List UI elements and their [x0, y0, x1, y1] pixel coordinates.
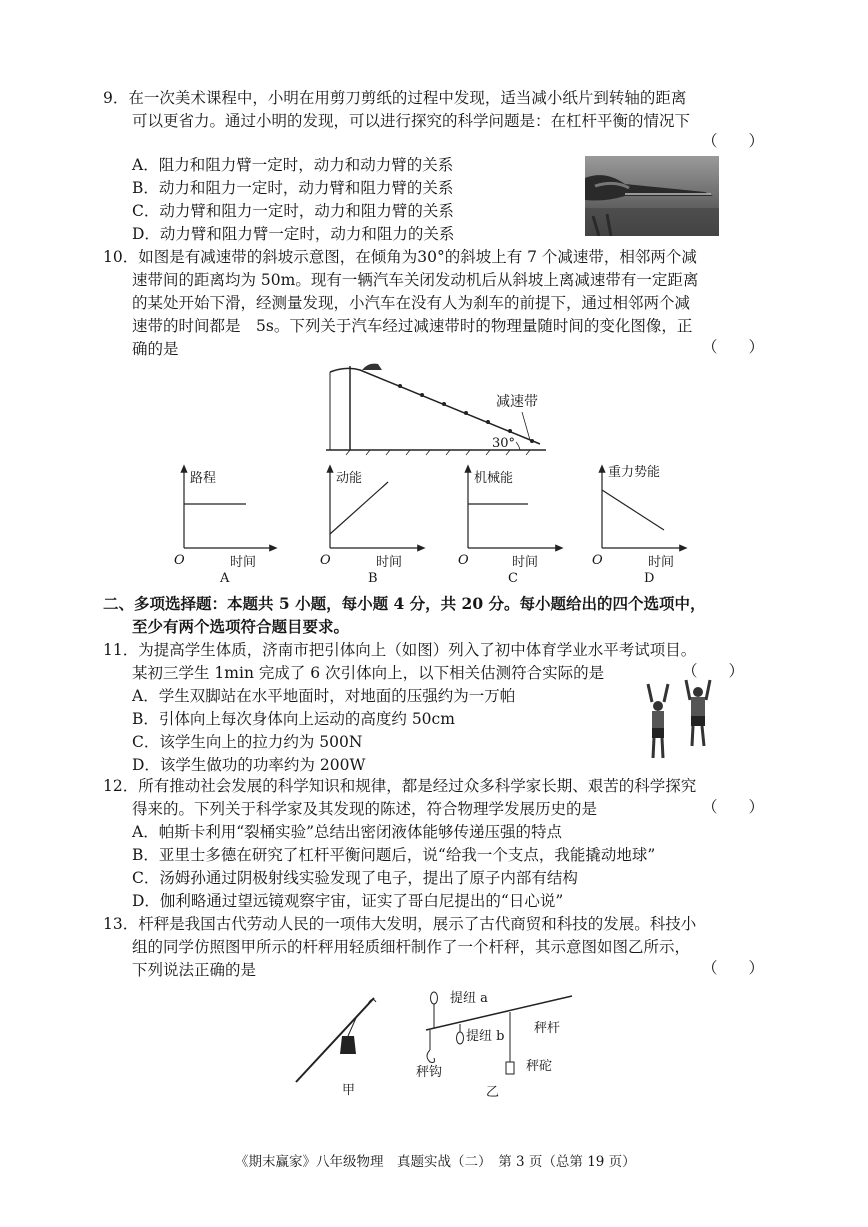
section2-line2: 至少有两个选项符合题目要求。	[132, 617, 350, 636]
q10-line3: 的某处开始下滑，经测量发现，小汽车在没有人为刹车的前提下，通过相邻两个减	[132, 294, 691, 312]
slope-diagram	[320, 356, 552, 456]
graph-b-xlabel: 时间	[376, 555, 403, 570]
graph-b	[320, 468, 422, 586]
q9-line2: 可以更省力。通过小明的发现，可以进行探究的科学问题是：在杠杆平衡的情况下	[132, 112, 691, 130]
graph-b-ylabel: 动能	[336, 471, 363, 486]
q9-option-d: D．动力臂和阻力臂一定时，动力和阻力的关系	[132, 225, 455, 243]
graph-c-origin: O	[458, 553, 469, 568]
steelyard-diagrams	[290, 984, 590, 1104]
figure-jia	[296, 998, 376, 1098]
q9-line1: 9．在一次美术课程中，小明在用剪刀剪纸的过程中发现，适当减小纸片到转轴的距离	[103, 89, 687, 107]
q9-option-b: B．动力和阻力一定时，动力臂和阻力臂的关系	[132, 179, 454, 197]
q9-option-c: C．动力臂和阻力一定时，动力和阻力臂的关系	[132, 202, 454, 220]
graph-d-xlabel: 时间	[648, 555, 675, 570]
figure-yi	[416, 990, 572, 1100]
caption-jia: 甲	[342, 1083, 356, 1098]
q13-line1: 13．杆秤是我国古代劳动人民的一项伟大发明，展示了古代商贸和科技的发展。科技小	[103, 915, 697, 933]
bump-label: 减速带	[496, 394, 538, 410]
q11-line1: 11．为提高学生体质，济南市把引体向上（如图）列入了初中体育学业水平考试项目。	[103, 641, 697, 659]
scissors-photo	[585, 156, 719, 236]
graph-d-origin: O	[592, 553, 603, 568]
q12-option-b: B．亚里士多德在研究了杠杆平衡问题后，说“给我一个支点，我能撬动地球”	[132, 846, 656, 864]
q11-line2: 某初三学生 1min 完成了 6 次引体向上，以下相关估测符合实际的是	[132, 664, 605, 682]
graph-a-xlabel: 时间	[230, 555, 257, 570]
q11-option-b: B．引体向上每次身体向上运动的高度约 50cm	[132, 710, 455, 728]
q11-option-d: D．该学生做功的功率约为 200W	[132, 756, 366, 774]
angle-label: 30°	[492, 436, 516, 451]
q10-answer-paren: （ ）	[702, 338, 765, 356]
graph-a	[174, 468, 274, 586]
q12-line2: 得来的。下列关于科学家及其发现的陈述，符合物理学发展历史的是	[132, 800, 598, 818]
graph-d-ylabel: 重力势能	[608, 465, 661, 480]
graph-c	[458, 468, 560, 586]
q12-option-a: A．帕斯卡利用“裂桶实验”总结出密闭液体能够传递压强的特点	[132, 823, 563, 841]
graph-c-letter: C	[508, 571, 518, 586]
pull-up-figure	[640, 678, 722, 762]
graph-b-origin: O	[320, 553, 331, 568]
graph-d-letter: D	[644, 571, 655, 586]
q9-answer-paren: （ ）	[702, 132, 765, 150]
graph-c-ylabel: 机械能	[474, 471, 514, 486]
label-rod: 秤杆	[534, 1021, 561, 1036]
car-icon	[362, 364, 382, 370]
section2-line1: 二、多项选择题：本题共 5 小题，每小题 4 分，共 20 分。每小题给出的四个选项中，	[103, 594, 706, 613]
graph-a-ylabel: 路程	[190, 471, 217, 486]
graph-b-letter: B	[368, 571, 378, 586]
q10-line2: 速带间的距离均为 50m。现有一辆汽车关闭发动机后从斜坡上离减速带有一定距离	[132, 271, 699, 289]
option-graphs	[170, 462, 690, 586]
q10-line5: 确的是	[132, 340, 179, 358]
q12-line1: 12．所有推动社会发展的科学知识和规律，都是经过众多科学家长期、艰苦的科学探究	[103, 777, 697, 795]
q10-line4: 速带的时间都是 5s。下列关于汽车经过减速带时的物理量随时间的变化图像，正	[132, 317, 693, 335]
label-a: 提纽 a	[450, 991, 488, 1006]
caption-yi: 乙	[486, 1085, 500, 1100]
q10-line1: 10．如图是有减速带的斜坡示意图，在倾角为30°的斜坡上有 7 个减速带，相邻两个减	[103, 248, 697, 266]
graph-a-origin: O	[174, 553, 185, 568]
q12-option-d: D．伽利略通过望远镜观察宇宙，证实了哥白尼提出的“日心说”	[132, 892, 564, 910]
q12-option-c: C．汤姆孙通过阴极射线实验发现了电子，提出了原子内部有结构	[132, 869, 578, 887]
q11-answer-paren: （ ）	[682, 662, 745, 680]
q12-answer-paren: （ ）	[702, 798, 765, 816]
graph-c-xlabel: 时间	[512, 555, 539, 570]
q11-option-c: C．该学生向上的拉力约为 500N	[132, 733, 363, 751]
label-weight: 秤砣	[526, 1059, 553, 1074]
label-b: 提纽 b	[466, 1029, 505, 1044]
q11-option-a: A．学生双脚站在水平地面时，对地面的压强约为一万帕	[132, 687, 516, 705]
q13-line3: 下列说法正确的是	[132, 961, 257, 979]
q13-line2: 组的同学仿照图甲所示的杆秤用轻质细杆制作了一个杆秤，其示意图如图乙所示，	[132, 938, 691, 956]
speed-bumps	[398, 384, 534, 443]
label-hook: 秤钩	[416, 1065, 443, 1080]
graph-a-letter: A	[220, 571, 230, 586]
q13-answer-paren: （ ）	[702, 959, 765, 977]
page-footer: 《期末赢家》八年级物理 真题实战（二） 第 3 页（总第 19 页）	[235, 1154, 636, 1170]
q9-option-a: A．阻力和阻力臂一定时，动力和动力臂的关系	[132, 156, 454, 174]
graph-d	[592, 464, 684, 586]
